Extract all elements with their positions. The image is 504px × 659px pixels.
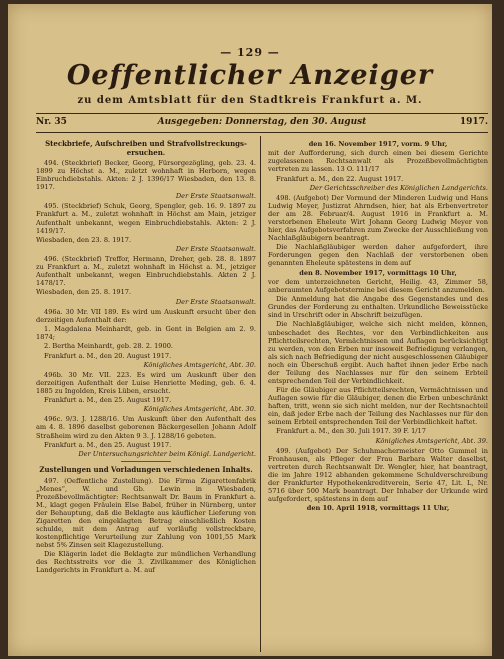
notice-498-p4: Die Anmeldung hat die Angabe des Gegenstandes und des Grundes der Forderung zu enthalten. Urkundliche Beweisstücke sind in Urschrift oder in Abschrift beizufügen. [268, 295, 488, 320]
masthead-subtitle: zu dem Amtsblatt für den Stadtkreis Frankfurt a. M. [77, 95, 423, 106]
notice-496b: 496b. 30 Mr. VII. 223. Es wird um Auskunft über den derzeitigen Aufenthalt der Luise Henriette Meding, geb. 6. 4. 1885 zu Ingolden, Kreis Lüben, ersucht. [36, 370, 256, 395]
separator [121, 461, 171, 462]
notice-499: 499. (Aufgebot) Der Schuhmachermeister Otto Gummel in Fronhausen, als Pfleger der Frau Barbara Walter daselbst, vertreten durch Rechtsanwalt Dr. Wengler, hier, hat beantragt, die im Jahre 1912 abhanden gekommene Schuldverschreibung der Frankfurter Hypothekenkreditverein, Serie 47, Lit. L, Nr. 5716 über 500 Mark beantragt. Der Inhaber der Urkunde wird aufgefordert, spätestens in dem auf [268, 446, 488, 504]
notice-497-continued: mit der Aufforderung, sich durch einen bei diesem Gerichte zugelassenen Rechtsanwalt als Prozeßbevollmächtigten vertreten zu lassen. 13 O. 111/17 [268, 149, 488, 174]
signature: Der Erste Staatsanwalt. [175, 192, 256, 201]
issue-year: 1917. [459, 117, 488, 127]
left-column [36, 140, 256, 575]
notice-498-p2: Die Nachlaßgläubiger werden daher aufgefordert, ihre Forderungen gegen den Nachlaß der verstorbenen oben genannten Eheleute spätestens in dem auf [268, 243, 488, 268]
section-heading-warrants: Steckbriefe, Aufschreiben und Strafvollstreckungs-ersuchen. [45, 139, 247, 157]
column-divider [260, 136, 261, 652]
masthead-title: Oeffentlicher Anzeiger [66, 60, 434, 91]
right-column [268, 140, 488, 514]
issue-date: Ausgegeben: Donnerstag, den 30. August [157, 117, 367, 127]
notice-495-date: Wiesbaden, den 23. 8. 1917. [36, 235, 132, 244]
notice-497: 497. (Oeffentliche Zustellung). Die Firma Zigarettenfabrik „Menes“, W. und Gb. Lewin in Wiesbaden, Prozeßbevollmächtigter: Rechtsanwalt Dr. Baum in Frankfurt a. M., klagt gegen Fräulein Else Babel, früher in Nürnberg, unter der Behauptung, daß die Beklagte aus käuflicher Lieferung von Zigaretten den eingeklagten Betrag einschließlich Kosten schulde, mit dem Antrag auf vorläufig vollstreckbare, kostenpflichtige Verurteilung zur Zahlung von 1001,55 Mark nebst 5% Zinsen seit Klagezustellung. [36, 476, 256, 549]
signature: Der Erste Staatsanwalt. [175, 245, 256, 254]
signature: Der Erste Staatsanwalt. [175, 297, 256, 306]
notice-498-p5: Die Nachlaßgläubiger, welche sich nicht melden, können, unbeschadet des Rechtes, vor den Verbindlichkeiten aus Pflichtteilsrechten, Vermächtnissen und Auflagen berücksichtigt zu werden, von den Erben nur insoweit Befriedigung verlangen, als sich nach Befriedigung der nicht ausgeschlossenen Gläubiger noch ein Überschuß ergibt. Auch haftet ihnen jeder Erbe nach der Teilung des Nachlasses nur für den seinem Erbteil entsprechenden Teil der Verbindlichkeit. [268, 320, 488, 385]
signature: Königliches Amtsgericht, Abt. 30. [143, 360, 256, 369]
notice-496a-item-2: 2. Bertha Meinhardt, geb. 28. 2. 1900. [44, 342, 173, 351]
signature: Königliches Amtsgericht, Abt. 39. [375, 436, 488, 445]
hearing-date: den 16. November 1917, vorm. 9 Uhr, [308, 140, 448, 148]
notice-498-p6: Für die Gläubiger aus Pflichtteilsrechten, Vermächtnissen und Auflagen sowie für die Gläubiger, denen die Erben unbeschränkt haften, tritt, wenn sie sich nicht melden, nur der Rechtsnachteil ein, daß jeder Erbe nach der Teilung des Nachlasses nur für den seinem Erbteil entsprechenden Teil der Verbindlichkeit haftet. [268, 386, 488, 427]
notice-496b-date: Frankfurt a. M., den 25. August 1917. [44, 396, 172, 405]
newspaper-page [8, 4, 492, 656]
signature: Der Gerichtsschreiber des Königlichen Landgerichts. [309, 183, 488, 192]
notice-496a-item-1: 1. Magdalena Meinhardt, geb. in Gent in Belgien am 2. 9. 1874; [36, 325, 256, 342]
issue-number: Nr. 35 [36, 117, 67, 127]
notice-498: 498. (Aufgebot) Der Vormund der Minderen Ludwig und Hans Ludwig Meyer, Justizrat Ahrndsen, hier, hat als Erbenvertreter der am 28. Februar/4. August 1916 in Frankfurt a. M. verstorbenen Eheleute Wirt Johann Georg Ludwig Meyer von hier, das Aufgebotsverfahren zum Zwecke der Ausschließung von Nachlaßgläubigern beantragt. [268, 193, 488, 243]
notice-496: 496. (Steckbrief) Treffor, Hermann, Dreher, geb. 28. 8. 1897 zu Frankfurt a. M., zuletzt wohnhaft in Höchst a. M., jetziger Aufenthalt unbekannt, wegen Einbruchdiebstahls. Akten 2 J. 1478/17. [36, 255, 256, 288]
section-heading-summons: Zustellungen und Vorladungen verschiedenen Inhalts. [39, 465, 253, 475]
deadline-date: den 10. April 1918, vormittags 11 Uhr, [306, 504, 450, 513]
notice-496a: 496a. 30 Mr. VII 189. Es wird um Auskunft ersucht über den derzeitigen Aufenthalt der: [36, 307, 256, 324]
notice-497-date: Frankfurt a. M., den 22. August 1917. [276, 174, 404, 183]
page-number: — 129 — [220, 46, 280, 59]
signature: Königliches Amtsgericht, Abt. 30. [143, 405, 256, 414]
signature: Der Untersuchungsrichter beim Königl. Landgericht. [78, 449, 256, 458]
notice-496c: 496c. 9/3. J. 1288/16. Um Auskunft über den Aufenthalt des am 4. 8. 1896 daselbst geborenen Bäckergesellen Johann Adolf Straßheim wird zu den Akten 9 3. J. 1288/16 gebeten. [36, 415, 256, 440]
notice-498-date: Frankfurt a. M., den 30. Juli 1917. 39 F. 1/17 [276, 427, 426, 436]
notice-498-p3: vor dem unterzeichneten Gericht, Heilig. 43, Zimmer 58, anberaumten Aufgebotstermine bei diesem Gericht anzumelden. [268, 277, 488, 294]
masthead-rule-top [36, 113, 488, 114]
deadline-date: den 8. November 1917, vormittags 10 Uhr, [299, 268, 457, 277]
masthead-rule-bottom [36, 132, 488, 133]
notice-496a-date: Frankfurt a. M., den 20. August 1917. [44, 351, 172, 360]
notice-494: 494. (Steckbrief) Becker, Georg, Fürsorgezögling, geb. 23. 4. 1899 zu Höchst a. M., zuletzt wohnhaft in Herborn, wegen Einbruchdiebstahls. Akten: 2 J. 1396/17 Wiesbaden, den 13. 8. 1917. [36, 159, 256, 192]
notice-496c-date: Frankfurt a. M., den 25. August 1917. [44, 440, 172, 449]
notice-495: 495. (Steckbrief) Schuk, Georg, Spengler, geb. 16. 9. 1897 zu Frankfurt a. M., zuletzt wohnhaft in Höchst am Main, jetziger Aufenthalt unbekannt, wegen Einbruchdiebstahls. Akten: 2 J. 1419/17. [36, 202, 256, 235]
issue-line [36, 117, 488, 131]
notice-496-date: Wiesbaden, den 25. 8. 1917. [36, 288, 132, 297]
notice-497-summons: Die Klägerin ladet die Beklagte zur mündlichen Verhandlung des Rechtsstreits vor die 3. Zivilkammer des Königlichen Landgerichts in Frankfurt a. M. auf [36, 550, 256, 575]
